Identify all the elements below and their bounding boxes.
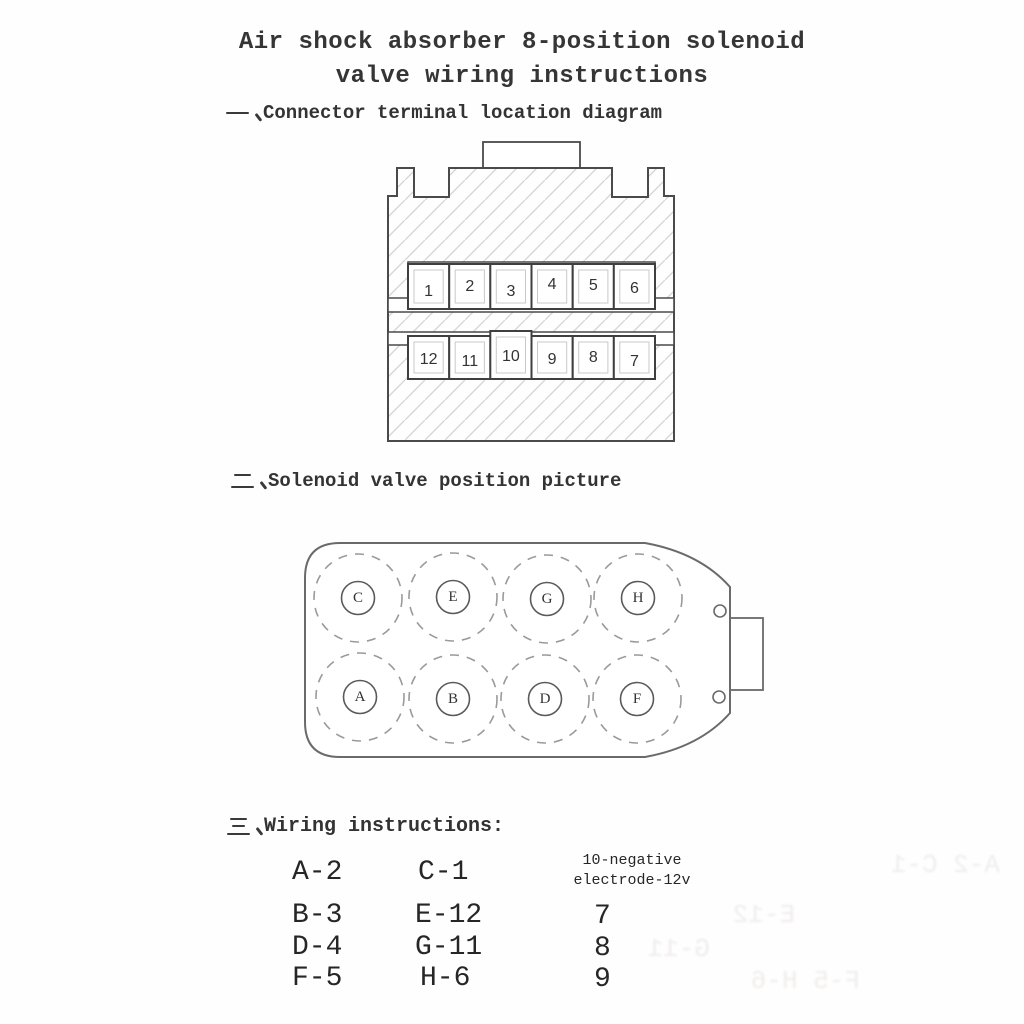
valve-label-F: F <box>632 691 642 707</box>
terminal-label: 4 <box>547 276 557 293</box>
valve-label-H: H <box>632 590 644 606</box>
wiring-pair: G-11 <box>415 932 483 963</box>
wiring-pair: H-6 <box>420 963 471 994</box>
screw-hole-top <box>714 605 726 617</box>
valve-label-D: D <box>539 691 551 707</box>
section-three-heading: Wiring instructions: <box>264 815 505 838</box>
ghost-text: G-11 <box>647 934 710 964</box>
terminal-label: 8 <box>588 349 598 366</box>
terminal-cell <box>532 264 573 309</box>
ghost-text: E-12 <box>732 900 795 930</box>
terminal-cell <box>573 264 614 309</box>
terminal-label: 11 <box>461 353 479 370</box>
terminal-cell <box>408 264 449 309</box>
terminal-label: 10 <box>502 348 520 365</box>
terminal-cell <box>614 336 655 379</box>
terminal-cell <box>490 264 531 309</box>
terminal-cell <box>573 336 614 379</box>
ghost-text: A-2 C-1 <box>890 850 1000 880</box>
negative-note-line-1: 10-negative <box>582 852 682 869</box>
terminal-label: 9 <box>547 351 557 368</box>
wiring-pair: F-5 <box>292 963 343 994</box>
section-three-heading-row <box>227 815 504 838</box>
wiring-terminal-number: 8 <box>594 933 611 964</box>
section-one-heading-row <box>226 102 662 124</box>
ghost-text: F-5 H-6 <box>750 966 860 996</box>
valve-label-A: A <box>354 689 366 705</box>
title-line-1: Air shock absorber 8-position solenoid <box>238 29 806 56</box>
terminal-cell <box>614 264 655 309</box>
terminal-label: 1 <box>424 283 434 300</box>
terminal-cell <box>449 264 490 309</box>
wiring-terminal-number: 9 <box>594 964 611 995</box>
terminal-cell <box>532 336 573 379</box>
title-line-2: valve wiring instructions <box>335 63 709 90</box>
terminal-label: 6 <box>629 280 639 297</box>
connector-top-key-tab <box>483 142 580 168</box>
terminal-cell <box>490 331 531 379</box>
terminal-cell <box>449 336 490 379</box>
section-two-heading-row <box>231 470 621 492</box>
wiring-pair: D-4 <box>292 932 343 963</box>
terminal-row-top <box>408 264 655 309</box>
terminal-label: 2 <box>465 278 475 295</box>
wiring-terminal-number: 7 <box>594 901 611 932</box>
valve-label-C: C <box>352 590 364 606</box>
valve-label-E: E <box>448 589 458 605</box>
terminal-label: 7 <box>629 353 639 370</box>
cjk-three-marker <box>227 817 250 837</box>
negative-note-line-2: electrode-12v <box>573 872 691 889</box>
valve-body-outline <box>305 543 730 757</box>
connector-terminal-diagram <box>385 140 680 445</box>
wiring-pair: E-12 <box>415 900 483 931</box>
section-two-heading: Solenoid valve position picture <box>268 470 622 492</box>
screw-hole-bottom <box>713 691 725 703</box>
wiring-pair: B-3 <box>292 900 343 931</box>
wiring-pair: C-1 <box>418 857 469 888</box>
negative-electrode-note <box>572 851 692 891</box>
document-title <box>0 26 1024 94</box>
cjk-one-marker <box>226 103 249 123</box>
terminal-cell <box>408 336 449 379</box>
solenoid-valve-position-diagram <box>300 535 770 765</box>
valve-label-G: G <box>541 591 553 607</box>
cjk-two-marker <box>231 471 254 491</box>
terminal-row-bottom <box>408 331 655 379</box>
terminal-label: 5 <box>588 277 598 294</box>
valve-label-B: B <box>447 691 459 707</box>
wiring-pair: A-2 <box>292 857 343 888</box>
terminal-label: 12 <box>419 351 438 368</box>
terminal-label: 3 <box>506 283 516 300</box>
section-one-heading: Connector terminal location diagram <box>263 102 663 124</box>
